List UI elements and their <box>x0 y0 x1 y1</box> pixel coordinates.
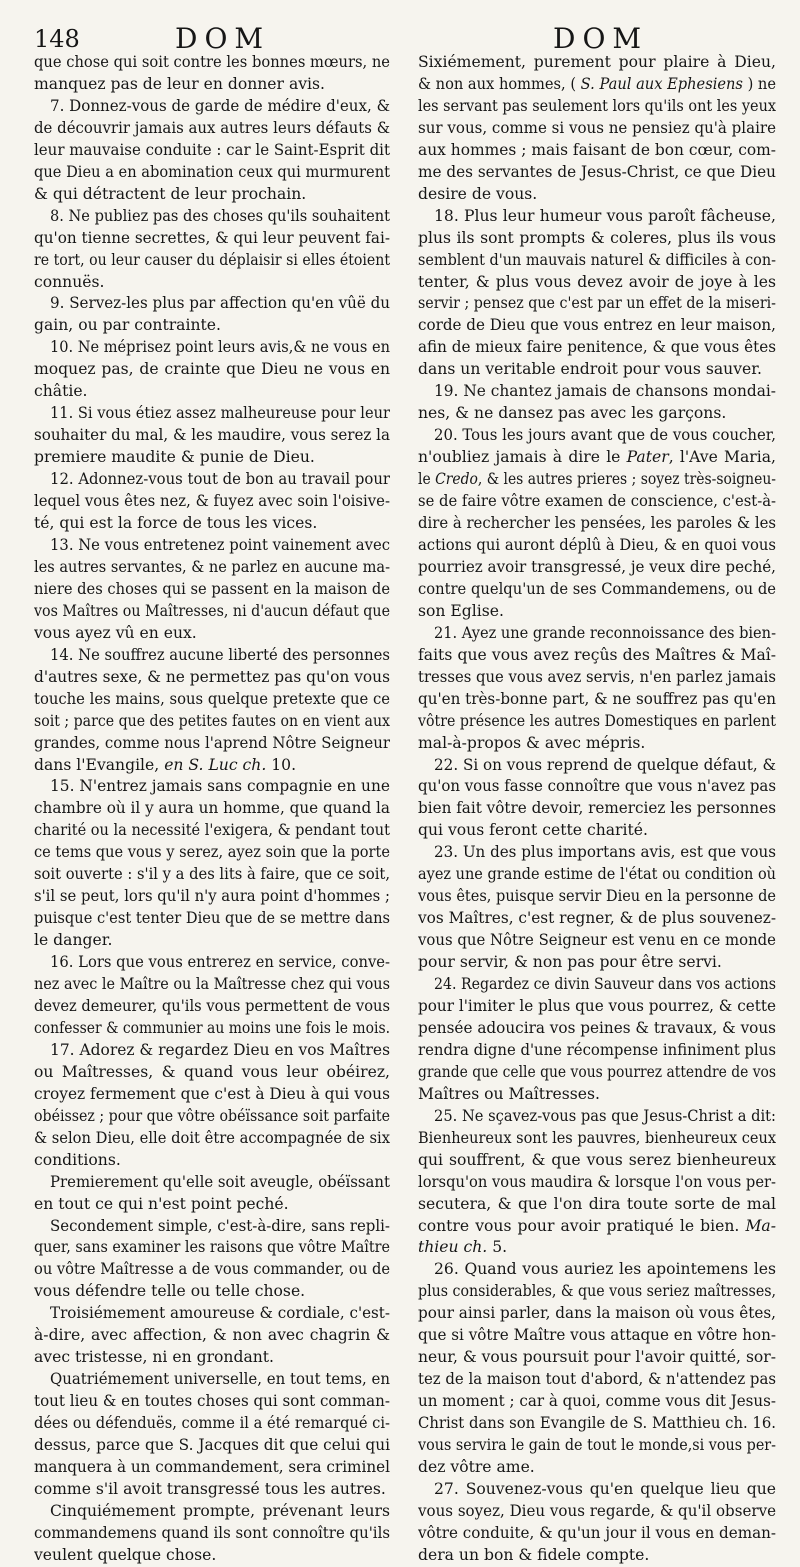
text-line: dessus, parce que S. Jacques dit que celui qui <box>34 1436 390 1455</box>
text-line: re tort, ou leur causer du déplaisir si elles étoient <box>34 250 390 269</box>
text-line: Troisiémement amoureuse & cordiale, c'est- <box>50 1304 390 1323</box>
text-line: vous servira le gain de tout le monde,si vous per- <box>418 1436 776 1455</box>
text-line: 24. Regardez ce divin Sauveur dans vos actions <box>434 975 776 994</box>
text-line: conditions. <box>34 1150 121 1169</box>
text-line: pour servir, & non pas pour être servi. <box>418 953 722 972</box>
text-line: ou Maîtresses, & quand vous leur obéirez, <box>34 1062 390 1081</box>
text-line: ce tems que vous y serez, ayez soin que la porte <box>34 843 390 862</box>
text-line: moquez pas, de crainte que Dieu ne vous en <box>34 360 390 379</box>
text-line: commandemens quand ils sont connoître qu'ils <box>34 1523 390 1542</box>
text-line: té, qui est la force de tous les vices. <box>34 514 318 533</box>
text-line: ou vôtre Maîtresse a de vous commander, ou de <box>34 1260 390 1279</box>
text-line: vous ayez vû en eux. <box>34 623 197 642</box>
text-line: pourriez avoir transgressé, je veux dire peché, <box>418 557 776 576</box>
text-line: secutera, & que l'on dira toute sorte de mal <box>418 1194 776 1213</box>
text-line: que chose qui soit contre les bonnes mœurs, ne <box>34 53 390 71</box>
text-line: vous soyez, Dieu vous regarde, & qu'il observe <box>418 1501 776 1520</box>
text-line: contre vous pour avoir pratiqué le bien. Ma- <box>418 1216 776 1235</box>
text-line: tout lieu & en toutes choses qui sont comman- <box>34 1392 390 1411</box>
text-line: 13. Ne vous entretenez point vainement avec <box>50 535 390 554</box>
text-line: grandes, comme nous l'aprend Nôtre Seigneur <box>34 733 390 752</box>
text-line: vôtre présence les autres Domestiques en parlent <box>418 711 776 730</box>
text-line: 19. Ne chantez jamais de chansons mondai- <box>434 382 776 401</box>
text-line: 15. N'entrez jamais sans compagnie en une <box>50 777 390 796</box>
text-line: 11. Si vous étiez assez malheureuse pour leur <box>50 404 390 423</box>
text-line: Sixiémement, purement pour plaire à Dieu, <box>418 53 776 71</box>
text-line: 10. Ne méprisez point leurs avis,& ne vous en <box>50 338 390 357</box>
text-line: grande que celle que vous pourrez attendre de vos <box>418 1062 776 1081</box>
text-line: nes, & ne dansez pas avec les garçons. <box>418 404 727 423</box>
text-line: souhaiter du mal, & les maudire, vous serez la <box>34 426 390 445</box>
text-line: touche les mains, sous quelque pretexte que ce <box>34 689 390 708</box>
text-line: thieu ch. 5. <box>418 1238 508 1257</box>
text-line: nez avec le Maître ou la Maîtresse chez qui vous <box>34 975 390 994</box>
text-line: vous que Nôtre Seigneur est venu en ce monde <box>418 931 776 950</box>
text-line: desire de vous. <box>418 184 538 203</box>
text-line: un moment ; car à quoi, comme vous dit Jesus- <box>418 1392 776 1411</box>
text-line: 20. Tous les jours avant que de vous coucher, <box>434 426 776 445</box>
text-line: manquera à un commandement, sera criminel <box>34 1458 390 1476</box>
text-line: 8. Ne publiez pas des choses qu'ils souhaitent <box>50 206 390 225</box>
text-line: les servant pas seulement lors qu'ils ont les yeux <box>418 96 776 115</box>
text-line: 27. Souvenez-vous qu'en quelque lieu que <box>434 1479 776 1498</box>
text-line: vos Maîtres, c'est regner, & de plus souvenez- <box>418 909 776 928</box>
text-line: Christ dans son Evangile de S. Matthieu ch. 16. <box>418 1414 776 1433</box>
text-line: 17. Adorez & regardez Dieu en vos Maîtres <box>50 1040 390 1059</box>
text-line: & qui détractent de leur prochain. <box>34 184 307 203</box>
text-line: Cinquiémement prompte, prévenant leurs <box>50 1501 390 1520</box>
text-line: s'il se peut, lors qu'il n'y aura point d'hommes ; <box>34 887 390 906</box>
text-line: leur mauvaise conduite : car le Saint-Esprit dit <box>34 140 390 159</box>
text-line: & non aux hommes, ( S. Paul aux Ephesiens ) ne <box>418 74 776 93</box>
text-line: bien fait vôtre devoir, remerciez les personnes <box>418 799 776 818</box>
text-line: mal-à-propos & avec mépris. <box>418 733 646 752</box>
text-line: me des servantes de Jesus-Christ, ce que Dieu <box>418 162 776 181</box>
text-line: contre quelqu'un de ses Commandemens, ou de <box>418 579 776 598</box>
text-line: qu'on vous fasse connoître que vous n'avez pas <box>418 777 776 796</box>
text-line: pensée adoucira vos peines & travaux, & vous <box>418 1018 776 1037</box>
text-line: veulent quelque chose. <box>34 1545 217 1564</box>
text-line: n'oubliez jamais à dire le Pater, l'Ave Maria, <box>418 448 776 467</box>
text-line: pour l'imiter le plus que vous pourrez, & cette <box>418 996 776 1015</box>
text-line: Premierement qu'elle soit aveugle, obéïssant <box>50 1172 390 1191</box>
text-line: quer, sans examiner les raisons que vôtre Maître <box>34 1238 390 1257</box>
text-line: obéissez ; pour que vôtre obéïssance soit parfaite <box>34 1106 390 1125</box>
text-line: Maîtres ou Maîtresses. <box>418 1084 600 1103</box>
text-line: dez vôtre ame. <box>418 1458 535 1476</box>
text-line: croyez fermement que c'est à Dieu à qui vous <box>34 1084 390 1103</box>
text-line: niere des choses qui se passent en la maison de <box>34 579 390 598</box>
page-number: 148 <box>34 25 80 53</box>
text-line: Bienheureux sont les pauvres, bienheureux ceux <box>418 1128 776 1147</box>
text-line: qu'en très-bonne part, & ne souffrez pas qu'en <box>418 689 776 708</box>
text-line: tenter, & plus vous devez avoir de joye à les <box>418 272 776 291</box>
text-line: premiere maudite & punie de Dieu. <box>34 448 315 467</box>
text-line: charité ou la necessité l'exigera, & pendant tout <box>34 821 390 840</box>
text-line: sur vous, comme si vous ne pensiez qu'à plaire <box>418 118 776 137</box>
text-line: rendra digne d'une récompense infiniment plus <box>418 1040 776 1059</box>
text-line: 23. Un des plus importans avis, est que vous <box>434 843 776 862</box>
running-head-right: DOM <box>553 22 649 55</box>
text-line: tresses que vous avez servis, n'en parlez jamais <box>418 667 776 686</box>
text-line: de découvrir jamais aux autres leurs défauts & <box>34 118 390 137</box>
text-line: dera un bon & fidele compte. <box>418 1545 650 1564</box>
text-line: 22. Si on vous reprend de quelque défaut, & <box>434 755 776 774</box>
text-line: afin de mieux faire penitence, & que vous êtes <box>418 338 776 357</box>
text-line: vous êtes, puisque servir Dieu en la personne de <box>418 887 776 906</box>
text-line: confesser & communier au moins une fois le mois. <box>34 1018 390 1037</box>
text-line: tez de la maison tout d'abord, & n'attendez pas <box>418 1370 776 1389</box>
right-column <box>418 52 776 1567</box>
text-line: gain, ou par contrainte. <box>34 316 221 335</box>
text-line: puisque c'est tenter Dieu que de se mettre dans <box>34 909 390 928</box>
text-line: châtie. <box>34 382 88 401</box>
text-line: dées ou défenduës, comme il a été remarqué ci- <box>34 1414 390 1433</box>
text-line: vôtre conduite, & qu'un jour il vous en deman- <box>418 1523 776 1542</box>
text-line: 18. Plus leur humeur vous paroît fâcheuse, <box>434 206 776 225</box>
text-line: comme s'il avoit transgressé tous les autres. <box>34 1479 386 1498</box>
text-line: le danger. <box>34 931 113 950</box>
text-line: semblent d'un mauvais naturel & difficiles à con- <box>418 250 776 269</box>
text-line: son Eglise. <box>418 601 504 620</box>
text-line: plus ils sont prompts & coleres, plus ils vous <box>418 228 776 247</box>
text-line: pour ainsi parler, dans la maison où vous êtes, <box>418 1304 776 1323</box>
running-head-left: DOM <box>175 22 271 55</box>
text-line: connuës. <box>34 272 105 291</box>
text-line: 26. Quand vous auriez les apointemens les <box>434 1260 776 1279</box>
text-line: 25. Ne sçavez-vous pas que Jesus-Christ a dit: <box>434 1106 776 1125</box>
text-line: manquez pas de leur en donner avis. <box>34 74 326 93</box>
text-line: dire à rechercher les pensées, les paroles & les <box>418 514 776 533</box>
text-line: le Credo, & les autres prieres ; soyez très-soigneu- <box>418 470 776 489</box>
text-line: que si vôtre Maître vous attaque en vôtre hon- <box>418 1326 776 1345</box>
text-line: lequel vous êtes nez, & fuyez avec soin l'oisive- <box>34 492 390 511</box>
text-line: en tout ce qui n'est point peché. <box>34 1194 289 1213</box>
text-line: que Dieu a en abomination ceux qui murmurent <box>34 162 390 181</box>
text-line: à-dire, avec affection, & non avec chagrin & <box>34 1326 390 1345</box>
text-line: 7. Donnez-vous de garde de médire d'eux, & <box>50 96 390 115</box>
text-line: vous défendre telle ou telle chose. <box>34 1282 306 1301</box>
text-line: dans l'Evangile, en S. Luc ch. 10. <box>34 755 297 774</box>
text-line: avec tristesse, ni en grondant. <box>34 1348 275 1367</box>
text-line: d'autres sexe, & ne permettez pas qu'on vous <box>34 667 390 686</box>
text-line: actions qui auront déplû à Dieu, & en quoi vous <box>418 535 776 554</box>
text-line: faits que vous avez reçûs des Maîtres & Maî- <box>418 645 776 664</box>
left-column <box>34 52 390 1567</box>
text-line: & selon Dieu, elle doit être accompagnée de six <box>34 1128 390 1147</box>
text-line: qui souffrent, & que vous serez bienheureux <box>418 1150 776 1169</box>
text-line: soit ; parce que des petites fautes on en vient aux <box>34 711 390 730</box>
text-line: Quatriémement universelle, en tout tems, en <box>50 1370 390 1389</box>
text-line: 21. Ayez une grande reconnoissance des bien- <box>434 623 776 642</box>
text-line: dans un veritable endroit pour vous sauver. <box>418 360 762 379</box>
text-line: corde de Dieu que vous entrez en leur maison, <box>418 316 776 335</box>
text-line: se de faire vôtre examen de conscience, c'est-à- <box>418 492 776 511</box>
text-line: servir ; pensez que c'est par un effet de la miseri- <box>418 294 776 313</box>
text-line: vos Maîtres ou Maîtresses, ni d'aucun défaut que <box>34 601 390 620</box>
text-line: lorsqu'on vous maudira & lorsque l'on vous per- <box>418 1172 776 1191</box>
text-line: Secondement simple, c'est-à-dire, sans repli- <box>50 1216 390 1235</box>
text-line: neur, & vous poursuit pour l'avoir quitté, sor- <box>418 1348 776 1367</box>
text-line: 16. Lors que vous entrerez en service, conve- <box>50 953 390 972</box>
text-line: chambre où il y aura un homme, que quand la <box>34 799 390 818</box>
text-line: devez demeurer, qu'ils vous permettent de vous <box>34 996 390 1015</box>
text-line: aux hommes ; mais faisant de bon cœur, com- <box>418 140 776 159</box>
text-line: qu'on tienne secrettes, & qui leur peuvent fai- <box>34 228 390 247</box>
text-line: les autres servantes, & ne parlez en aucune ma- <box>34 557 390 576</box>
text-line: 12. Adonnez-vous tout de bon au travail pour <box>50 470 390 489</box>
text-line: ayez une grande estime de l'état ou condition où <box>418 865 776 884</box>
text-line: plus considerables, & que vous seriez maîtresses, <box>418 1282 776 1301</box>
text-line: soit ouverte : s'il y a des lits à faire, que ce soit, <box>34 865 390 884</box>
text-line: 9. Servez-les plus par affection qu'en vûë du <box>50 294 390 313</box>
text-line: qui vous feront cette charité. <box>418 821 648 840</box>
text-line: 14. Ne souffrez aucune liberté des personnes <box>50 645 390 664</box>
